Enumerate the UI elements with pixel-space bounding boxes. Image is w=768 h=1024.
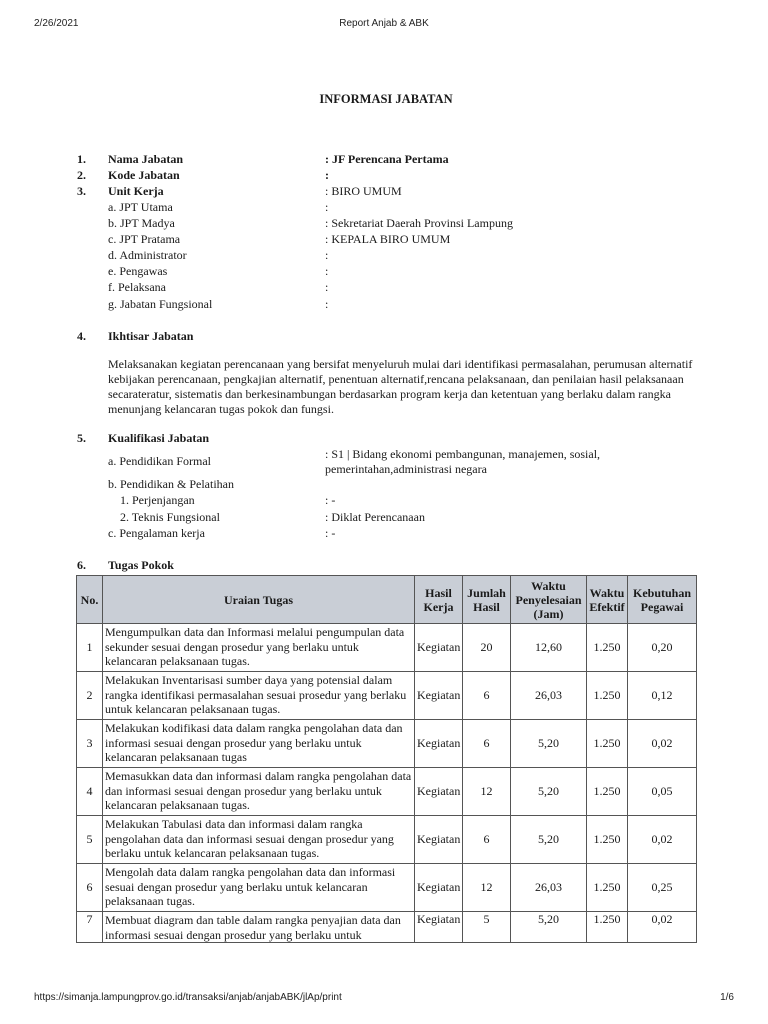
item-number-6: 6. bbox=[77, 558, 86, 572]
unit-sub-label: e. Pengawas bbox=[108, 264, 168, 278]
cell-uraian: Melakukan Tabulasi data dan informasi dalam rangka pengolahan data dan informasi sesuai dengan prosedur yang berlaku untuk kelancaran pelaksanaan tugas. bbox=[103, 816, 415, 864]
page-number: 1/6 bbox=[720, 992, 734, 1003]
pendidikan-formal-label: a. Pendidikan Formal bbox=[108, 454, 211, 468]
cell-efektif: 1.250 bbox=[587, 672, 628, 720]
table-row bbox=[77, 864, 697, 912]
cell-efektif: 1.250 bbox=[587, 912, 628, 943]
unit-sub-label: c. JPT Pratama bbox=[108, 232, 181, 246]
cell-efektif: 1.250 bbox=[587, 768, 628, 816]
unit-sub-label: a. JPT Utama bbox=[108, 200, 173, 214]
cell-waktu: 5,20 bbox=[511, 912, 587, 943]
item-number-3: 3. bbox=[77, 184, 86, 198]
cell-kebutuhan: 0,05 bbox=[628, 768, 697, 816]
table-row bbox=[77, 624, 697, 672]
unit-sub-value: : bbox=[325, 264, 329, 278]
kode-jabatan-value: : bbox=[325, 168, 329, 182]
cell-waktu: 5,20 bbox=[511, 768, 587, 816]
column-header: No. bbox=[77, 576, 103, 624]
unit-sub-value: : bbox=[325, 200, 329, 214]
cell-efektif: 1.250 bbox=[587, 624, 628, 672]
column-header: Jumlah Hasil bbox=[463, 576, 511, 624]
cell-hasil: Kegiatan bbox=[415, 624, 463, 672]
cell-hasil: Kegiatan bbox=[415, 720, 463, 768]
teknis-fungsional-label: 2. Teknis Fungsional bbox=[120, 510, 220, 524]
cell-no: 7 bbox=[77, 912, 103, 943]
cell-kebutuhan: 0,25 bbox=[628, 864, 697, 912]
item-number-4: 4. bbox=[77, 329, 86, 343]
cell-efektif: 1.250 bbox=[587, 864, 628, 912]
cell-no: 6 bbox=[77, 864, 103, 912]
cell-waktu: 26,03 bbox=[511, 864, 587, 912]
page-title: INFORMASI JABATAN bbox=[319, 92, 453, 106]
print-header-title: Report Anjab & ABK bbox=[339, 18, 429, 29]
nama-jabatan-label: Nama Jabatan bbox=[108, 152, 184, 166]
item-number-1: 1. bbox=[77, 152, 86, 166]
table-row bbox=[77, 672, 697, 720]
unit-sub-label: g. Jabatan Fungsional bbox=[108, 297, 213, 311]
cell-waktu: 12,60 bbox=[511, 624, 587, 672]
perjenjangan-value: : - bbox=[325, 493, 336, 507]
cell-jumlah: 5 bbox=[463, 912, 511, 943]
cell-jumlah: 12 bbox=[463, 864, 511, 912]
cell-no: 3 bbox=[77, 720, 103, 768]
unit-sub-label: b. JPT Madya bbox=[108, 216, 175, 230]
cell-kebutuhan: 0,02 bbox=[628, 816, 697, 864]
pengalaman-kerja-label: c. Pengalaman kerja bbox=[108, 526, 205, 540]
cell-uraian: Memasukkan data dan informasi dalam rangka pengolahan data dan informasi sesuai dengan prosedur yang berlaku untuk kelancaran pelaksanaan tugas. bbox=[103, 768, 415, 816]
perjenjangan-label: 1. Perjenjangan bbox=[120, 493, 195, 507]
table-header-row bbox=[77, 576, 697, 624]
cell-kebutuhan: 0,20 bbox=[628, 624, 697, 672]
cell-kebutuhan: 0,02 bbox=[628, 912, 697, 943]
cell-uraian: Membuat diagram dan table dalam rangka penyajian data dan informasi sesuai dengan prosedur yang berlaku untuk bbox=[103, 912, 415, 943]
table-row bbox=[77, 912, 697, 943]
unit-sub-value: : bbox=[325, 248, 329, 262]
cell-jumlah: 6 bbox=[463, 816, 511, 864]
cell-no: 1 bbox=[77, 624, 103, 672]
cell-hasil: Kegiatan bbox=[415, 864, 463, 912]
unit-sub-value: : bbox=[325, 280, 329, 294]
column-header: Waktu Penyelesaian (Jam) bbox=[511, 576, 587, 624]
cell-uraian: Melakukan Inventarisasi sumber daya yang potensial dalam rangka identifikasi permasalahan sesuai prosedur yang berlaku untuk kelancaran pelaksanaan tugas. bbox=[103, 672, 415, 720]
column-header: Waktu Efektif bbox=[587, 576, 628, 624]
cell-efektif: 1.250 bbox=[587, 816, 628, 864]
cell-hasil: Kegiatan bbox=[415, 672, 463, 720]
cell-no: 5 bbox=[77, 816, 103, 864]
pendidikan-pelatihan-label: b. Pendidikan & Pelatihan bbox=[108, 477, 234, 491]
cell-jumlah: 6 bbox=[463, 672, 511, 720]
nama-jabatan-value: : JF Perencana Pertama bbox=[325, 152, 449, 166]
cell-jumlah: 12 bbox=[463, 768, 511, 816]
ikhtisar-jabatan-heading: Ikhtisar Jabatan bbox=[108, 329, 194, 343]
cell-waktu: 26,03 bbox=[511, 672, 587, 720]
unit-sub-label: d. Administrator bbox=[108, 248, 187, 262]
print-date: 2/26/2021 bbox=[34, 18, 79, 29]
unit-sub-value: : bbox=[325, 297, 329, 311]
cell-kebutuhan: 0,02 bbox=[628, 720, 697, 768]
pengalaman-kerja-value: : - bbox=[325, 526, 336, 540]
column-header: Hasil Kerja bbox=[415, 576, 463, 624]
item-number-2: 2. bbox=[77, 168, 86, 182]
print-url: https://simanja.lampungprov.go.id/transaksi/anjab/anjabABK/jlAp/print bbox=[34, 992, 342, 1003]
unit-sub-value: : KEPALA BIRO UMUM bbox=[325, 232, 451, 246]
kode-jabatan-label: Kode Jabatan bbox=[108, 168, 180, 182]
cell-hasil: Kegiatan bbox=[415, 816, 463, 864]
cell-no: 4 bbox=[77, 768, 103, 816]
unit-sub-label: f. Pelaksana bbox=[108, 280, 166, 294]
cell-efektif: 1.250 bbox=[587, 720, 628, 768]
table-row bbox=[77, 816, 697, 864]
cell-hasil: Kegiatan bbox=[415, 768, 463, 816]
cell-kebutuhan: 0,12 bbox=[628, 672, 697, 720]
cell-jumlah: 20 bbox=[463, 624, 511, 672]
unit-kerja-value: : BIRO UMUM bbox=[325, 184, 402, 198]
cell-waktu: 5,20 bbox=[511, 816, 587, 864]
kualifikasi-jabatan-heading: Kualifikasi Jabatan bbox=[108, 431, 210, 445]
tugas-pokok-heading: Tugas Pokok bbox=[108, 558, 174, 572]
column-header: Kebutuhan Pegawai bbox=[628, 576, 697, 624]
cell-uraian: Melakukan kodifikasi data dalam rangka pengolahan data dan informasi sesuai dengan prosedur yang berlaku untuk kelancaran pelaksanaan tugas bbox=[103, 720, 415, 768]
cell-uraian: Mengumpulkan data dan Informasi melalui pengumpulan data sekunder sesuai dengan prosedur yang berlaku untuk kelancaran pelaksanaan tugas. bbox=[103, 624, 415, 672]
unit-sub-value: : Sekretariat Daerah Provinsi Lampung bbox=[325, 216, 513, 230]
cell-jumlah: 6 bbox=[463, 720, 511, 768]
table-row bbox=[77, 768, 697, 816]
tugas-pokok-table bbox=[76, 575, 697, 943]
column-header: Uraian Tugas bbox=[103, 576, 415, 624]
cell-waktu: 5,20 bbox=[511, 720, 587, 768]
cell-hasil: Kegiatan bbox=[415, 912, 463, 943]
cell-no: 2 bbox=[77, 672, 103, 720]
cell-uraian: Mengolah data dalam rangka pengolahan data dan informasi sesuai dengan prosedur yang berlaku untuk kelancaran pelaksanaan tugas. bbox=[103, 864, 415, 912]
table-row bbox=[77, 720, 697, 768]
ikhtisar-jabatan-text: Melaksanakan kegiatan perencanaan yang bersifat menyeluruh mulai dari identifikasi permasalahan, perumusan alternatif kebijakan perencanaan, pengkajian alternatif, penentuan alternatif,rencana pelaksanaan, dan penilaian hasil pelaksanaan secarateratur, sistematis dan berkesinambungan berdasarkan program kerja dan ketentuan yang berlaku dalam rangka menunjang kelancaran tugas pokok dan fungsi. bbox=[108, 357, 693, 416]
pendidikan-formal-value: : S1 | Bidang ekonomi pembangunan, manajemen, sosial, pemerintahan,administrasi negara bbox=[325, 447, 601, 476]
item-number-5: 5. bbox=[77, 431, 86, 445]
teknis-fungsional-value: : Diklat Perencanaan bbox=[325, 510, 425, 524]
unit-kerja-label: Unit Kerja bbox=[108, 184, 164, 198]
